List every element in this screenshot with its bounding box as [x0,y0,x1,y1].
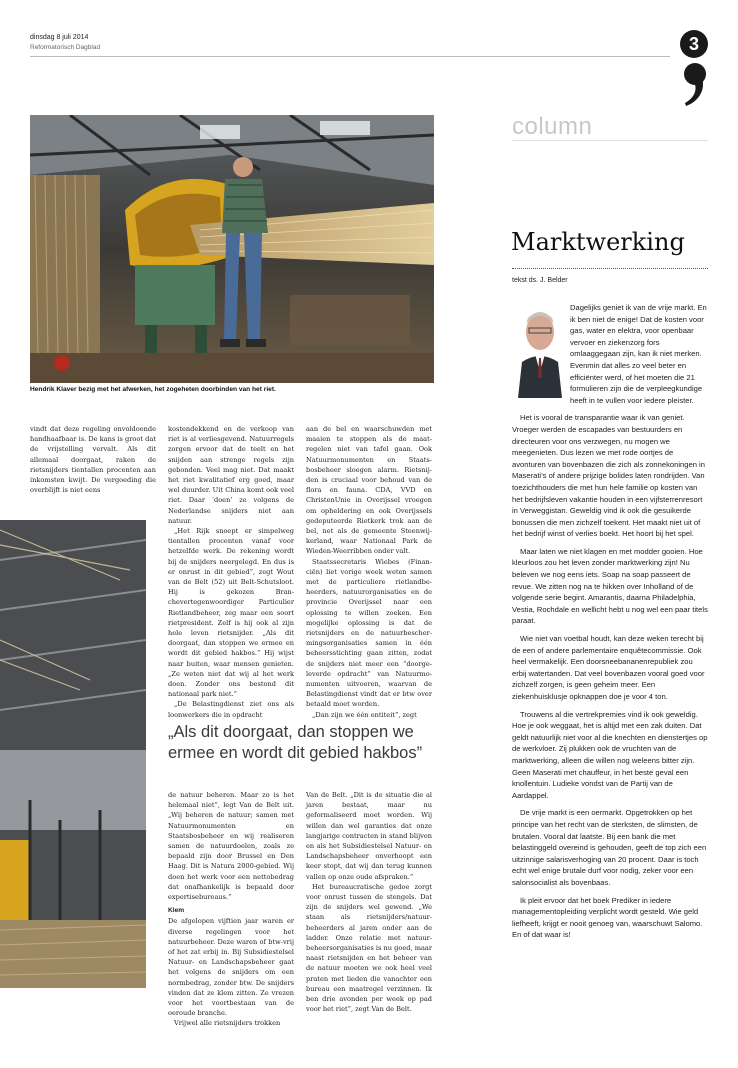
article-column-3-continued [306,790,432,1014]
title-dotted-rule [512,268,708,269]
article-column-3 [306,424,432,720]
article-paragraph: de natuur beheren. Maar zo is het helemaal niet”, legt Van de Belt uit. „Wij beheren de natuur; samen met Natuurmonumenten en Staatsbosbeheer en wij realiseren samen de natuurdoelen, zoals ze bepaald zijn door Brussel en Den Haag. Dit is Natura 2000-gebied. Wij doen het werk voor een nettobedrag dat onafhankelijk is bepaald door expertisebureaus.” [168,791,294,902]
article-paragraph: aan de bel en waarschuwden met maaien te stoppen als de maatregelen niet van tafel gaan. Ook Natuurmonumenten en Staatsbosbeheer sloegen alarm. Rietsnijden is cruciaal voor behoud van de flora en fauna. CDA, VVD en ChristenUnie in Overijssel vroegen om opheldering en ook Overijssels gedeputeerde Rietkerk trok aan de bel, net als de gemeente Steenwijkerland, waar Nationaal Park de Wieden-Weerribben onder valt. [306,425,432,556]
column-paragraph: Wie niet van voetbal houdt, kan deze weken terecht bij de een of andere parlementaire enquêtecommissie. Ook heel vermakelijk. Een doorsneebananenrepubliek zou erbij watertanden. Dat veel bovenbazen vooral goed voor zichzelf zorgen, is geen geheim meer. Een ziekenhuisklusje opknappen doe je voor 4 ton. [512,634,705,701]
column-label-rule [512,140,708,141]
header-paper-name: Reformatorisch Dagblad [30,44,101,51]
main-photo [30,115,434,383]
article-paragraph: Vrijwel alle rietsnijders trokken [174,1019,281,1028]
article-paragraph: kostendekkend en de verkoop van riet is al verliesgevend. Natuurregels zorgen ervoor dat de teelt en het snijden aan strenge regels zijn gebonden. Veel mag niet. Dat maakt het riet kwalitatief erg goed, maar wel duurder. Uit China komt ook veel riet. Daar ‘doen’ ze volgens de Nederlandse snijders niet aan natuur. [168,425,294,525]
article-subhead: Klem [168,907,185,915]
article-paragraph: „De Belastingdienst ziet ons als loonwerkers die in opdracht [168,700,294,719]
column-paragraph: Ik pleit ervoor dat het boek Prediker in iedere managementopleiding verplicht wordt gesteld. Wie geld liefheeft, krijgt er nooit genoeg van, waarschuwt Salomo. En of dat waar is! [512,895,703,940]
article-paragraph: „Dan zijn we één entiteit”, zegt [312,710,417,719]
article-paragraph: vindt dat deze regeling onvoldoende handhaafbaar is. De kans is groot dat de vrijstelling vervalt. Als dit allemaal doorgaat, raken de rietsnijders tientallen procenten aan inkomsten kwijt. De vergoeding die overblijft is niet eens [30,425,156,495]
reed-shed-illustration [0,520,146,988]
photo-caption: Hendrik Klaver bezig met het afwerken, het zogeheten doorbinden van het riet. [30,386,276,393]
column-body [512,302,708,947]
comma-logo-icon [680,60,710,108]
page-number: 3 [680,30,708,58]
article-paragraph: Staatssecretaris Wiebes (Financiën) liet vorige week weten samen met de particuliere rietlandbeheerders, natuurorganisaties en de provincie Overijssel naar een oplossing te willen zoeken. Een mogelijke oplossing is dat de rietsnijders en de natuurbeschermingsorganisaties samen in één beheersstichting gaan zitten, zodat de snijders niet meer een “doorgeleverde opdracht” van Natuurmonumenten uitvoeren, waarvan de Belastingdienst vindt dat er btw over betaald moet worden. [306,557,432,709]
article-column-2 [168,424,294,720]
pull-quote: „Als dit doorgaat, dan stoppen we ermee en wordt dit gebied hakbos” [168,723,423,762]
author-portrait [512,302,570,398]
author-portrait-illustration [512,302,562,398]
column-title: Marktwerking [511,228,685,256]
byline: tekst ds. J. Belder [512,277,568,284]
article-paragraph: Van de Belt. „Dit is de situatie die al jaren bestaat, maar nu geformaliseerd moet worden. Wij willen dan wel garanties dat onze langjarige contracten in stand blijven en als het Subsidiestelsel Natuur- en Landschapsbeheer onverhoopt een keer stopt, dat wij dan terug kunnen vallen op onze oude afspraken.” [306,791,432,881]
article-paragraph: De afgelopen vijftien jaar waren er diverse regelingen voor het natuurbeheer. Deze waren of btw-vrij of het zat erbij in. Bij Subsidiestelsel Natuur- en Landschapsbeheer gaat het volgens de snijders om een normbedrag, zonder btw. De snijders vinden dat ze klem zitten. Ze vrezen voor het voortbestaan van de oeroude branche. [168,917,294,1018]
header-date: dinsdag 8 juli 2014 [30,34,89,41]
reed-workshop-illustration [30,115,434,383]
article-paragraph: „Het Rijk snoept er simpelweg tientallen procenten vanaf voor hetzelfde werk. De rekening wordt bij de snijders neergelegd. En dus is er onrust in dit gebied”, zegt Wout van de Belt (52) uit Belt-Schutsloot. Hij is gekozen Branchevertegenwoordiger Particulier Rietlandbeheer, zeg maar een soort rietpresident. Zelf is hij ook al zijn hele leven rietsnijder. „Als dit doorgaat, dan stoppen we ermee en wordt dit gebied hakbos.” Hij wijst naar buiten, waar mensen genieten. „Ze weten niet dat wij al het werk doen. Zonder ons bestond dit nationaal park niet.” [168,527,294,699]
header-rule [30,56,670,57]
column-paragraph: Dagelijks geniet ik van de vrije markt. En ik ben niet de enige! Dat de kosten voor gas, water en elektra, voor openbaar vervoer en ziekenzorg fors omlaaggegaan zijn, kan ik niet merken. Evenmin dat alles zo veel beter en efficiënter werd, of het moeten die 21 formulieren zijn die de verpleegkundige heeft in te vullen voor iedere pleister. [570,303,707,405]
column-paragraph: Trouwens al die vertrekpremies vind ik ook geweldig. Hoe je ook weggaat, het is altijd met een zak duiten. Dat geldt natuurlijk niet voor al die knechten en dienstertjes op de werkvloer. Zij plukken ook de vruchten van de marktwerking, alleen die willen nog weleens bitter zijn. Geen Maserati met chauffeur, in het beste geval een knollentuin. Ludieke vondst van de Partij van de Aardappel. [512,709,708,800]
side-photo [0,520,146,988]
article-column-2-continued [168,790,294,1029]
article-paragraph: Het bureaucratische gedoe zorgt voor onrust tussen de stengels. Dat zijn de snijders wel gewend. „We staan als rietsnijders/natuurbeheerders al jaren onder aan de ladder. Onze relatie met natuurbeheersorganisaties is nu goed, maar naast rietsnijden en het beheer van de natuur moeten we ook heel veel praten met lieden die vanachter een bureau een maatregel verzinnen. Ik ben drie avonden per week op pad voor het riet”, zegt Van de Belt. [306,882,432,1014]
column-paragraph: Het is vooral de transparantie waar ik van geniet. Vroeger werden de escapades van bestuurders en directeuren voor ons verzwegen, nu mogen we meegenieten. Dus lezen we met rode oortjes de avonturen van bovenbazen die zich als zonnekoningen in Maserati’s of andere prijzige bolides laten rondrijden. Van toezichthouders die met hun hele familie op kosten van het bedrijfsleven vakantie houden in een vijfsterrenresort in Verweggistan. Geweldig vind ik ook die gesuikerde bonussen die men zichzelf toekent. Het maakt niet uit of het bedrijf winst of verlies boekt. Het hoort bij het spel. [512,413,705,539]
column-paragraph: Maar laten we niet klagen en met modder gooien. Hoe kleurloos zou het leven zonder marktwerking zijn! Nu beleven we nog eens iets. Soap na soap passeert de revue. We zitten nog na te hikken over Inholland of de volgende serie begint. Amarantis, daarna Philadelphia, Vestia, Rochdale en wellicht hebt u nog wel een paar titels paraat. [512,546,708,626]
column-paragraph: De vrije markt is een oermarkt. Opgetrokken op het principe van het recht van de sterksten, de slimsten, de brutalen. Vooral dat laatste. Bij een bank die met belastinggeld overeind is gehouden, geeft de top zich een uitzinnige salarisverhoging van 20 procent. Daar is toch echt wel enige brutale durf voor nodig, zeker voor een salonsocialist als bovenbaas. [512,808,707,887]
article-column-1 [30,424,156,495]
column-label: column [512,113,593,140]
